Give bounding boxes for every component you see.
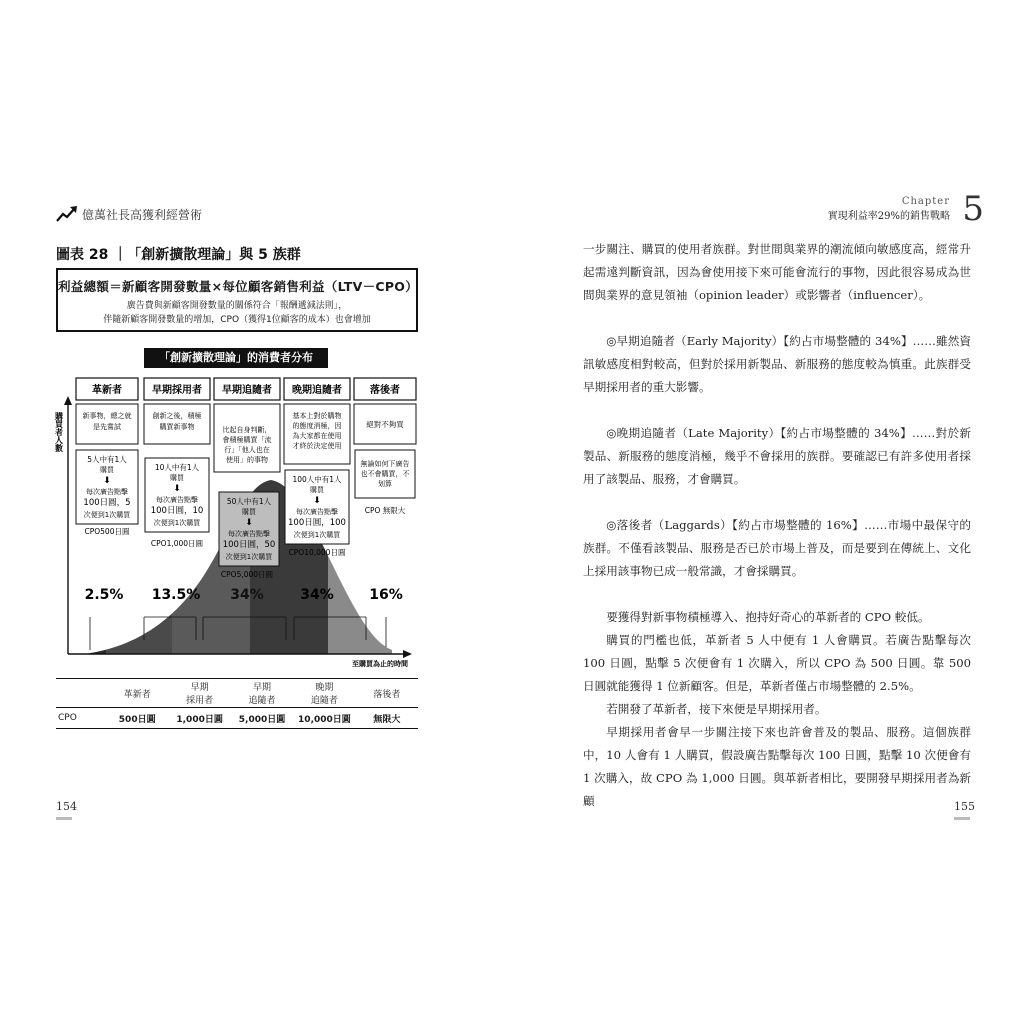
down-arrow-icon: ⬇: [173, 484, 181, 494]
group-conv: 購買: [170, 474, 184, 482]
rising-arrow-icon: [56, 205, 78, 223]
figure-title: 圖表 28 ｜「創新擴散理論」與 5 族群: [56, 247, 301, 263]
group-desc: 會積極購買「流: [222, 436, 272, 444]
group-desc: 購買新事物: [159, 423, 195, 431]
formula-note-2: 伴隨新顧客開發數量的增加，CPO（獲得1位顧客的成本）也會增加: [103, 315, 371, 325]
group-cpo: CPO5,000日圓: [220, 570, 274, 579]
body-text: [583, 238, 971, 813]
group-name-early-adopters: 早期採用者: [152, 385, 202, 396]
group-cpo: CPO10,000日圓: [288, 548, 346, 557]
group-conv: 次便到1次購買: [153, 519, 201, 527]
table-header: 革新者: [123, 689, 151, 700]
chapter-label: Chapter: [901, 196, 950, 207]
cpo-table: [56, 678, 418, 729]
group-conv: 100人中有1人: [292, 475, 342, 484]
chapter-number: 5: [962, 189, 984, 229]
group-conv: 購買: [242, 508, 256, 516]
group-desc: 比起自身判斷，: [222, 426, 272, 434]
group-conv: 次便到1次購買: [293, 531, 341, 539]
group-conv: 100日圓，5: [83, 498, 131, 508]
formula-text: 利益總額＝新顧客開發數量×每位顧客銷售利益（LTV－CPO）: [58, 279, 419, 294]
group-conv: 無論如何下廣告: [360, 460, 410, 468]
table-cell: 1,000日圓: [176, 714, 223, 725]
group-desc: 使用」的事物: [226, 456, 268, 464]
group-conv: 每次廣告點擊: [86, 488, 128, 496]
group-conv: 5人中有1人: [87, 455, 127, 464]
group-share: 34%: [230, 587, 264, 603]
group-name-laggards: 落後者: [370, 385, 400, 396]
group-desc: 是先嘗試: [93, 423, 121, 431]
y-axis-label: 購買者人數: [54, 412, 64, 452]
paragraph: ◎早期追隨者（Early Majority）【約占市場整體的 34%】……雖然資訊敏感度相對較高，但對於採用新製品、新服務的態度較為慎重。此族群受早期採用者的重大影響。: [583, 334, 971, 394]
paragraph: 一步關注、購買的使用者族群。對世間與業界的潮流傾向敏感度高，經常升起需遠判斷資訊，因為會使用接下來可能會流行的事物，因此很容易成為世間與業界的意見領袖（opinion leader）或影響者（influencer）。: [583, 242, 971, 302]
paragraph: 要獲得對新事物積極導入、抱持好奇心的革新者的 CPO 較低。: [606, 610, 930, 624]
group-name-innovators: 革新者: [92, 385, 122, 396]
group-share: 13.5%: [151, 587, 201, 603]
group-conv: 次便到1次購買: [83, 511, 131, 519]
group-desc: 基本上對於購物: [292, 412, 342, 420]
table-header: 早期 採用者: [186, 683, 214, 706]
group-conv: 划算: [378, 480, 392, 488]
group-desc: 行」「他人也在: [224, 446, 270, 454]
group-conv: 100日圓，10: [150, 506, 204, 516]
formula-note-1: 廣告費與新顧客開發數量的關係符合「報酬遞減法則」，: [126, 301, 348, 311]
paragraph: 早期採用者會早一步關注接下來也許會普及的製品、服務。這個族群中，10 人會有 1 人購買，假設廣告點擊每次 100 日圓，點擊 10 次便會有 1 次購入，故 CPO 為 1,000 日圓。與革新者相比，要開發早期採用者為新顧: [583, 725, 971, 808]
group-conv: 100日圓，100: [288, 518, 346, 528]
table-row: [56, 708, 418, 728]
group-desc: 新事物，總之就: [82, 412, 132, 420]
table-cell: 無限大: [373, 714, 401, 725]
table-cell: 5,000日圓: [238, 714, 286, 725]
book-title: 億萬社長高獲利經營術: [82, 207, 203, 222]
formula-box: [56, 268, 418, 332]
group-conv: 每次廣告點擊: [296, 508, 338, 516]
paragraph: 購買的門檻也低，革新者 5 人中便有 1 人會購買。若廣告點擊每次 100 日圓，點擊 5 次便會有 1 次購入，所以 CPO 為 500 日圓。靠 500 日圓就能獲得 1 位新顧客。但是，革新者僅占市場整體的 2.5%。: [583, 633, 971, 693]
x-axis-label: 至購買為止的時間: [352, 660, 408, 668]
running-header-left: [56, 205, 202, 223]
group-conv: 100日圓，50: [222, 540, 276, 550]
chapter-title: 實現利益率29%的銷售戰略: [827, 211, 950, 222]
group-desc: 創新之後，積極: [152, 412, 202, 420]
page-number-left: 154: [56, 800, 77, 820]
group-cpo: CPO1,000日圓: [150, 539, 204, 548]
group-conv: 每次廣告點擊: [156, 496, 198, 504]
group-conv: 10人中有1人: [154, 463, 200, 472]
down-arrow-icon: ⬇: [245, 518, 253, 528]
table-row-label: CPO: [58, 713, 77, 723]
diffusion-chart: [56, 372, 418, 672]
group-share: 2.5%: [84, 587, 124, 603]
running-header-right: [784, 189, 984, 229]
table-header-row: [56, 679, 418, 707]
group-conv: 每次廣告點擊: [228, 530, 270, 538]
group-desc: 絕對不夠買: [366, 420, 404, 429]
group-name-late-majority: 晚期追隨者: [292, 385, 342, 396]
page-number-right: 155: [954, 800, 975, 820]
group-desc: 的態度消極，因: [292, 422, 342, 430]
down-arrow-icon: ⬇: [103, 476, 111, 486]
group-desc: 才終於決定使用: [292, 442, 342, 450]
table-cell: 500日圓: [118, 714, 156, 725]
group-conv: 50人中有1人: [226, 497, 272, 506]
group-conv: 購買: [310, 486, 324, 494]
group-desc: 為大家都在使用: [292, 432, 342, 440]
paragraph: ◎晚期追隨者（Late Majority）【約占市場整體的 34%】……對於新製品、新服務的態度消極，幾乎不會採用的族群。要確認已有許多使用者採用了該製品、服務，才會購買。: [583, 426, 971, 486]
group-conv: 也不會購買，不: [360, 470, 410, 478]
table-cell: 10,000日圓: [298, 714, 351, 725]
group-conv: 次便到1次購買: [225, 553, 273, 561]
group-cpo: CPO 無限大: [364, 506, 406, 515]
group-share: 16%: [369, 587, 403, 603]
paragraph: ◎落後者（Laggards）【約占市場整體的 16%】……市場中最保守的族群。不僅看該製品、服務是否已於市場上普及，而是要到在傳統上、文化上採用該事物已成一般常識，才會採購買。: [583, 518, 971, 578]
group-name-early-majority: 早期追隨者: [222, 385, 272, 396]
table-header: 早期 追隨者: [248, 683, 276, 706]
group-cpo: CPO500日圓: [84, 527, 130, 536]
distribution-title: 「創新擴散理論」的消費者分布: [144, 348, 328, 368]
paragraph: 若開發了革新者，接下來便是早期採用者。: [606, 702, 827, 716]
group-conv: 購買: [100, 466, 114, 474]
table-header: 晚期 追隨者: [310, 683, 338, 706]
group-share: 34%: [300, 587, 334, 603]
down-arrow-icon: ⬇: [313, 496, 321, 506]
table-header: 落後者: [373, 689, 401, 700]
